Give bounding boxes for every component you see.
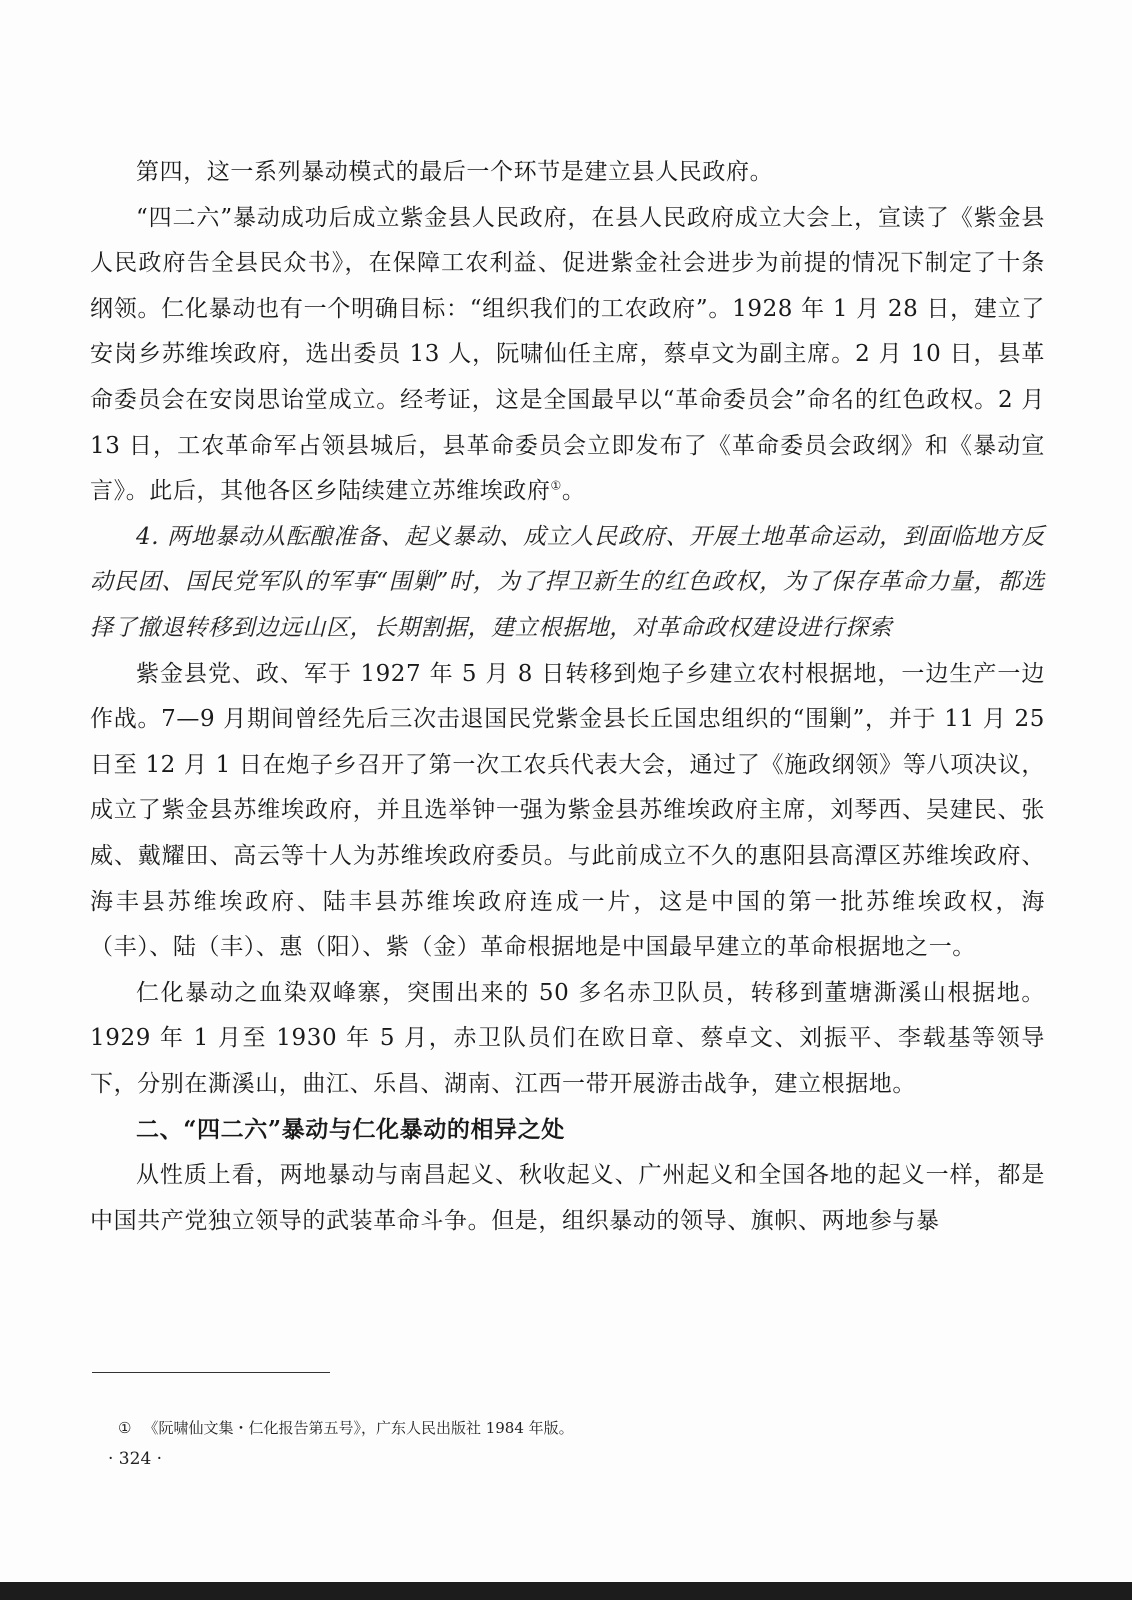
- paragraph-3-subheading: 4. 两地暴动从酝酿准备、起义暴动、成立人民政府、开展土地革命运动，到面临地方反动民团、国民党军队的军事“围剿”时，为了捍卫新生的红色政权，为了保存革命力量，都选择了撤退转移到边远山区，长期割据，建立根据地，对革命政权建设进行探索: [90, 523, 1045, 641]
- paragraph-1: 第四，这一系列暴动模式的最后一个环节是建立县人民政府。: [136, 159, 774, 185]
- footnote: [118, 1418, 574, 1438]
- footnote-marker: ①: [118, 1419, 132, 1437]
- body-text: [90, 150, 1045, 1244]
- footnote-reference: ①: [550, 478, 562, 493]
- paragraph-4: 紫金县党、政、军于 1927 年 5 月 8 日转移到炮子乡建立农村根据地，一边生产一边作战。7—9 月期间曾经先后三次击退国民党紫金县长丘国忠组织的“围剿”，并于 11 月 25 日至 12 月 1 日在炮子乡召开了第一次工农兵代表大会，通过了《施政纲领》等八项决议，成立了紫金县苏维埃政府，并且选举钟一强为紫金县苏维埃政府主席，刘琴西、吴建民、张威、戴耀田、高云等十人为苏维埃政府委员。与此前成立不久的惠阳县高潭区苏维埃政府、海丰县苏维埃政府、陆丰县苏维埃政府连成一片，这是中国的第一批苏维埃政权，海（丰）、陆（丰）、惠（阳）、紫（金）革命根据地是中国最早建立的革命根据地之一。: [90, 660, 1045, 961]
- footnote-divider: [92, 1372, 330, 1373]
- section-heading: 二、“四二六”暴动与仁化暴动的相异之处: [136, 1116, 565, 1144]
- scan-edge: [0, 1582, 1132, 1600]
- paragraph-2: [90, 196, 1045, 515]
- paragraph-5: 仁化暴动之血染双峰寨，突围出来的 50 多名赤卫队员，转移到董塘澌溪山根据地。1929 年 1 月至 1930 年 5 月，赤卫队员们在欧日章、蔡卓文、刘振平、李载基等领导下，分别在澌溪山，曲江、乐昌、湖南、江西一带开展游击战争，建立根据地。: [90, 979, 1045, 1097]
- page-number: · 324 ·: [108, 1449, 163, 1469]
- footnote-text: 《阮啸仙文集・仁化报告第五号》，广东人民出版社 1984 年版。: [143, 1419, 574, 1437]
- paragraph-6: 从性质上看，两地暴动与南昌起义、秋收起义、广州起义和全国各地的起义一样，都是中国共产党独立领导的武装革命斗争。但是，组织暴动的领导、旗帜、两地参与暴: [90, 1162, 1045, 1234]
- paragraph-2-text: “四二六”暴动成功后成立紫金县人民政府，在县人民政府成立大会上，宣读了《紫金县人民政府告全县民众书》，在保障工农利益、促进紫金社会进步为前提的情况下制定了十条纲领。仁化暴动也有一个明确目标：“组织我们的工农政府”。1928 年 1 月 28 日，建立了安岗乡苏维埃政府，选出委员 13 人，阮啸仙任主席，蔡卓文为副主席。2 月 10 日，县革命委员会在安岗思诒堂成立。经考证，这是全国最早以“革命委员会”命名的红色政权。2 月 13 日，工农革命军占领县城后，县革命委员会立即发布了《革命委员会政纲》和《暴动宣言》。此后，其他各区乡陆续建立苏维埃政府: [90, 204, 1045, 505]
- paragraph-2-end: 。: [561, 478, 586, 505]
